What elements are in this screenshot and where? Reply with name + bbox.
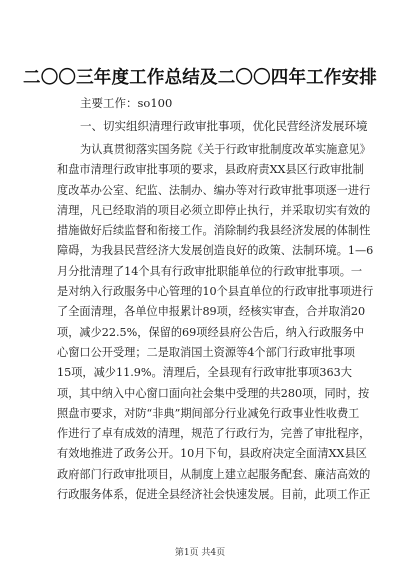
body-line: 月分批清理了14个具有行政审批职能单位的行政审批事项。一 <box>57 264 363 278</box>
subject-line: 主要工作：so100 <box>80 96 173 110</box>
body-line: 为认真贯彻落实国务院《关于行政审批制度改革实施意见》 <box>80 143 371 156</box>
body-line: 照盘市要求，对防“非典”期间部分行业减免行政事业性收费工 <box>57 406 360 420</box>
section-heading: 一、切实组织清理行政审批事项，优化民营经济发展环境 <box>80 119 368 133</box>
body-line: 15项，减少11.9%。清理后，全县现有行政审批事项363大 <box>57 366 352 380</box>
body-line: 行政服务体系，促进全县经济社会快速发展。目前，此项工作正 <box>57 488 371 502</box>
body-paragraph <box>57 140 374 505</box>
body-line: 心窗口公开受理；二是取消国土资源等4个部门行政审批事项 <box>57 345 355 359</box>
body-line: 项，其中纳入中心窗口面向社会集中受理的共280项，同时，按 <box>57 386 370 400</box>
body-line: 度改革办公室、纪监、法制办、编办等对行政审批事项逐一进行 <box>57 183 371 197</box>
body-line: 政府部门行政审批项目，从制度上建立起服务配套、廉洁高效的 <box>57 467 371 481</box>
document-title: 二〇〇三年度工作总结及二〇〇四年工作安排 <box>23 68 377 88</box>
body-line: 是对纳入行政服务中心管理的10个县直单位的行政审批事项进行 <box>57 285 374 299</box>
page-number: 第1页 共4页 <box>174 548 226 558</box>
body-line: 障碍，为我县民营经济大发展创造良好的政策、法制环境。1—6 <box>57 244 374 258</box>
body-line: 作进行了卓有成效的清理，规范了行政行为，完善了审批程序， <box>57 427 371 441</box>
body-line: 项，减少22.5%，保留的69项经县府公告后，纳入行政服务中 <box>57 325 365 339</box>
body-line: 和盘市清理行政审批事项的要求，县政府责XX县区行政审批制 <box>57 163 364 177</box>
body-line: 清理，凡已经取消的项目必须立即停止执行，并采取切实有效的 <box>57 203 371 217</box>
body-line: 了全面清理，各单位申报累计89项，经核实审查，合并取消20 <box>57 305 366 319</box>
body-line: 有效地推进了政务公开。10月下旬，县政府决定全面清XX县区 <box>57 447 367 461</box>
body-line: 措施做好后续监督和衔接工作。消除制约我县经济发展的体制性 <box>57 224 371 238</box>
